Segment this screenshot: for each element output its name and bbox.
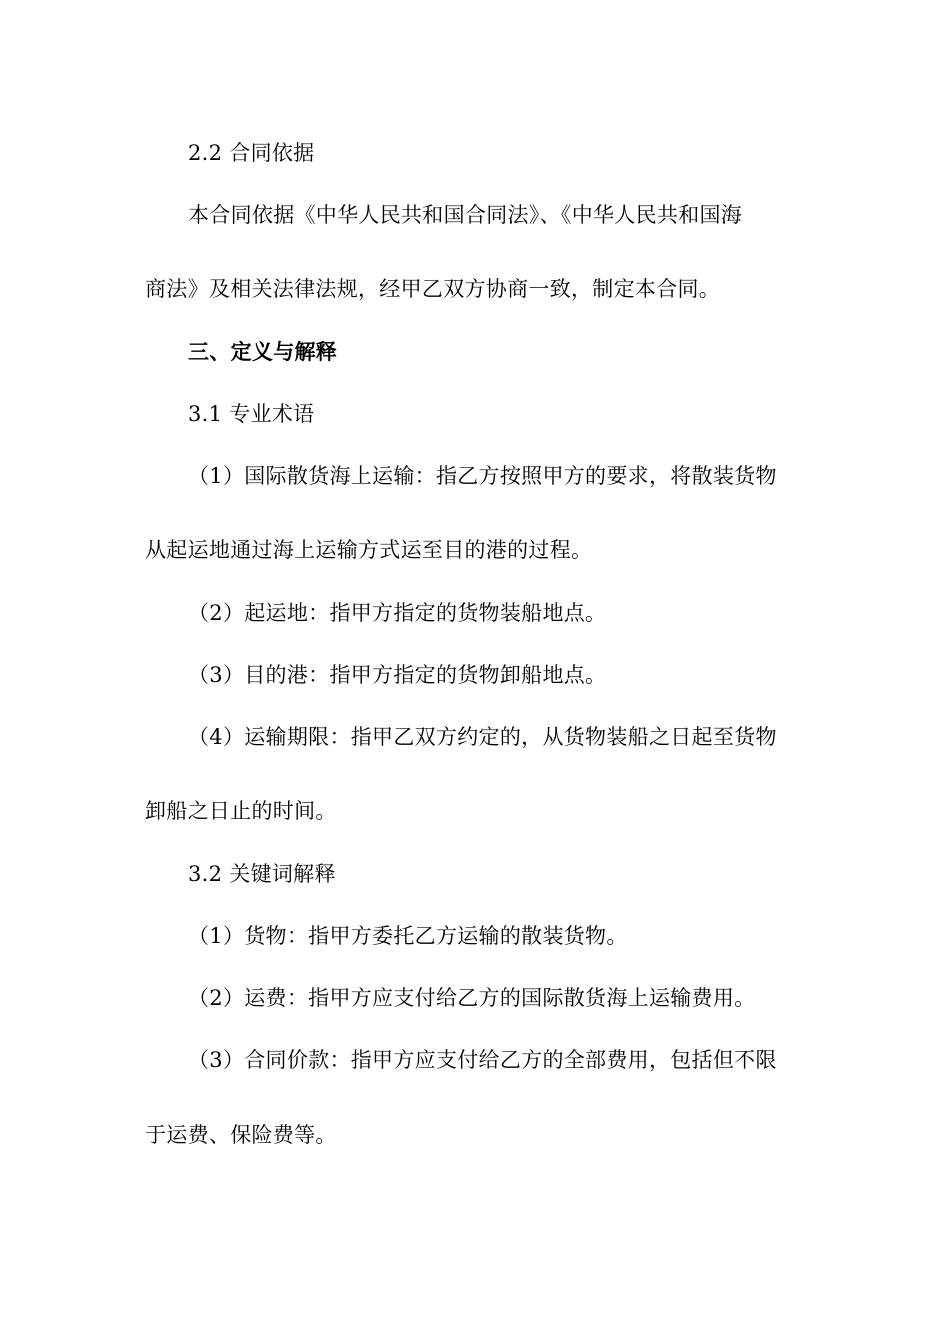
keyword-item-2: （2）运费：指甲方应支付给乙方的国际散货海上运输费用。	[188, 986, 756, 1010]
term-item-3: （3）目的港：指甲方指定的货物卸船地点。	[188, 663, 607, 687]
section-2-2-heading: 2.2 合同依据	[188, 141, 315, 165]
keyword-item-3-line-2: 于运费、保险费等。	[145, 1123, 337, 1147]
section-3-heading: 三、定义与解释	[188, 339, 338, 364]
keyword-item-3-line-1: （3）合同价款：指甲方应支付给乙方的全部费用，包括但不限	[188, 1048, 777, 1072]
term-item-1-line-1: （1）国际散货海上运输：指乙方按照甲方的要求，将散装货物	[188, 464, 777, 488]
section-3-1-heading: 3.1 专业术语	[188, 402, 315, 426]
section-2-2-paragraph-line-2: 商法》及相关法律法规，经甲乙双方协商一致，制定本合同。	[145, 277, 721, 301]
term-item-2: （2）起运地：指甲方指定的货物装船地点。	[188, 601, 607, 625]
section-3-2-heading: 3.2 关键词解释	[188, 862, 336, 886]
term-item-1-line-2: 从起运地通过海上运输方式运至目的港的过程。	[145, 538, 593, 562]
term-item-4-line-2: 卸船之日止的时间。	[145, 799, 337, 823]
section-2-2-paragraph-line-1: 本合同依据《中华人民共和国合同法》、《中华人民共和国海	[188, 203, 743, 227]
term-item-4-line-1: （4）运输期限：指甲乙双方约定的，从货物装船之日起至货物	[188, 725, 777, 749]
keyword-item-1: （1）货物：指甲方委托乙方运输的散装货物。	[188, 924, 628, 948]
